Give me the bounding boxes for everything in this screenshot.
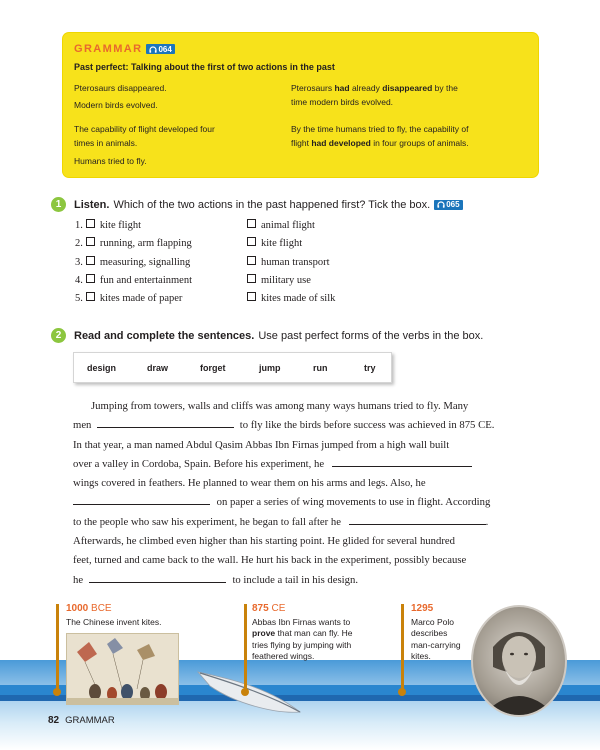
timeline-marker-line	[56, 604, 59, 692]
checkbox[interactable]	[86, 256, 95, 265]
text-run: in four groups of animals.	[370, 138, 469, 148]
answer-blank[interactable]	[349, 513, 486, 525]
exercise-instruction: Which of the two actions in the past happened first? Tick the box.	[113, 198, 431, 211]
checkbox[interactable]	[247, 219, 256, 228]
exercise-1-header	[51, 197, 463, 212]
checkbox[interactable]	[86, 219, 95, 228]
passage-line: In that year, a man named Abdul Qasim Abbas Ibn Firnas jumped from a high wall built	[73, 438, 450, 451]
text-run: to include a tail in his design.	[232, 573, 358, 586]
option-label: kite flight	[99, 220, 141, 231]
example-left-2	[74, 122, 215, 168]
timeline-marker-line	[244, 604, 247, 692]
checkbox[interactable]	[247, 256, 256, 265]
option-label: measuring, signalling	[99, 256, 191, 268]
list-item	[75, 274, 375, 292]
answer-blank[interactable]	[89, 571, 226, 583]
passage-line: feet, turned and came back to the wall. He hurt his back in the experiment, possibly because	[73, 554, 467, 567]
timeline-event	[66, 603, 161, 628]
audio-track-number: 065	[446, 200, 460, 209]
timeline-text: feathered wings.	[252, 651, 315, 661]
list-item	[75, 219, 375, 237]
timeline-era: CE	[271, 603, 286, 614]
option-label: kite flight	[261, 238, 303, 250]
option-label: military use	[261, 274, 311, 286]
audio-track-badge[interactable]	[146, 44, 174, 54]
text-run: Pterosaurs	[291, 83, 335, 93]
timeline-year: 1000	[66, 603, 89, 614]
text-bold: had	[334, 83, 350, 93]
page-footer	[48, 715, 115, 726]
word-option: forget	[200, 362, 226, 373]
passage-line: Afterwards, he climbed even higher than his starting point. He glided for several hundred	[73, 535, 455, 548]
item-number: 1.	[75, 220, 83, 231]
example-right-1	[291, 81, 458, 109]
checkbox[interactable]	[86, 237, 95, 246]
timeline-text: Marco Polo	[411, 616, 454, 627]
example-left-1	[74, 81, 167, 112]
chinese-kites-illustration	[66, 633, 179, 705]
word-box	[73, 352, 392, 383]
list-item	[75, 256, 375, 274]
timeline-text: tries flying by jumping with	[252, 639, 352, 650]
timeline-text: Abbas Ibn Firnas wants to	[252, 616, 351, 627]
option-label: running, arm flapping	[99, 238, 192, 250]
option-label: kites made of silk	[261, 293, 336, 305]
checkbox[interactable]	[86, 292, 95, 301]
timeline-text: describes	[411, 628, 448, 638]
checkbox[interactable]	[247, 237, 256, 246]
item-number: 4.	[75, 274, 83, 286]
text-run: time modern birds evolved.	[291, 97, 394, 107]
item-number: 2.	[75, 238, 83, 250]
text-run: already	[349, 83, 383, 93]
text-run: men	[73, 419, 92, 432]
item-number: 3.	[75, 256, 83, 268]
timeline-year: 875	[252, 603, 269, 614]
reading-passage	[73, 397, 528, 590]
exercise-1-list	[75, 219, 375, 310]
marco-polo-portrait	[471, 605, 567, 717]
page-number: 82	[48, 715, 60, 726]
word-option: jump	[259, 362, 281, 373]
timeline-marker-line	[401, 604, 404, 692]
text-run: on paper a series of wing movements to use in flight. According	[216, 496, 491, 509]
text-run: .	[485, 515, 489, 528]
exercise-instruction-bold: Read and complete the sentences.	[74, 329, 255, 342]
timeline-year: 1295	[411, 603, 434, 614]
word-option: design	[87, 362, 117, 373]
passage-line	[73, 416, 528, 435]
timeline-era: BCE	[91, 603, 112, 614]
exercise-instruction: Use past perfect forms of the verbs in the box.	[258, 329, 484, 342]
exercise-2-header	[51, 328, 483, 343]
exercise-instruction-bold: Listen.	[74, 198, 110, 211]
word-option: run	[313, 362, 328, 373]
example-right-2	[291, 122, 469, 150]
passage-line	[73, 513, 528, 532]
item-number: 5.	[75, 293, 83, 305]
example-sentence: times in animals.	[74, 138, 138, 148]
answer-blank[interactable]	[73, 493, 210, 505]
exercise-number: 2	[51, 328, 66, 343]
option-label: kites made of paper	[99, 293, 183, 305]
text-run: by the	[432, 83, 458, 93]
option-label: animal flight	[261, 220, 315, 231]
passage-line	[73, 493, 528, 512]
text-run: to the people who saw his experiment, he began to fall after he	[73, 515, 341, 528]
checkbox[interactable]	[247, 292, 256, 301]
audio-track-badge[interactable]	[434, 200, 462, 210]
timeline-marker-dot	[53, 688, 61, 696]
example-sentence: The capability of flight developed four	[74, 124, 215, 134]
text-run: he	[73, 573, 84, 586]
audio-track-number: 064	[158, 44, 172, 54]
checkbox[interactable]	[247, 274, 256, 283]
word-option: try	[364, 362, 376, 373]
text-run: flight	[291, 138, 312, 148]
option-label: fun and entertainment	[99, 274, 193, 286]
answer-blank[interactable]	[332, 455, 472, 467]
text-bold: had developed	[311, 138, 371, 148]
answer-blank[interactable]	[97, 416, 234, 428]
timeline-text: The Chinese invent kites.	[66, 616, 162, 627]
list-item	[75, 292, 375, 310]
text-run: over a valley in Cordoba, Spain. Before his experiment, he	[73, 457, 325, 470]
text-run: By the time humans tried to fly, the capability of	[291, 124, 469, 134]
example-sentence: Humans tried to fly.	[74, 156, 147, 166]
timeline-marker-dot	[398, 688, 406, 696]
section-label: GRAMMAR	[65, 715, 115, 726]
passage-line	[73, 571, 528, 590]
grammar-title: GRAMMAR	[74, 43, 143, 55]
timeline-text-bold: prove	[252, 628, 276, 638]
example-sentence: Pterosaurs disappeared.	[74, 83, 167, 93]
word-option: draw	[147, 362, 169, 373]
list-item	[75, 237, 375, 255]
example-sentence: Modern birds evolved.	[74, 100, 158, 110]
headphones-icon	[149, 46, 157, 53]
timeline-marker-dot	[241, 688, 249, 696]
grammar-header	[74, 43, 175, 55]
text-run: to fly like the birds before success was achieved in 875 CE.	[239, 419, 495, 432]
option-label: human transport	[261, 256, 330, 268]
passage-line: wings covered in feathers. He planned to wear them on his arms and legs. Also, he	[73, 477, 426, 490]
checkbox[interactable]	[86, 274, 95, 283]
passage-line	[73, 455, 528, 474]
timeline-text: kites.	[411, 651, 431, 661]
passage-line: Jumping from towers, walls and cliffs was among many ways humans tried to fly. Many	[91, 400, 469, 412]
timeline-event: 875 CE Abbas Ibn Firnas wants to prove that man can fly. He tries flying by jumping with feathered wings.	[252, 603, 353, 661]
text-bold: disappeared	[382, 83, 433, 93]
grammar-subtitle: Past perfect: Talking about the first of two actions in the past	[74, 62, 335, 72]
headphones-icon	[437, 201, 445, 208]
timeline-event	[411, 603, 461, 663]
grammar-box	[63, 33, 538, 177]
exercise-number: 1	[51, 197, 66, 212]
feather-illustration	[196, 668, 306, 718]
timeline-text: man-carrying	[411, 639, 461, 650]
